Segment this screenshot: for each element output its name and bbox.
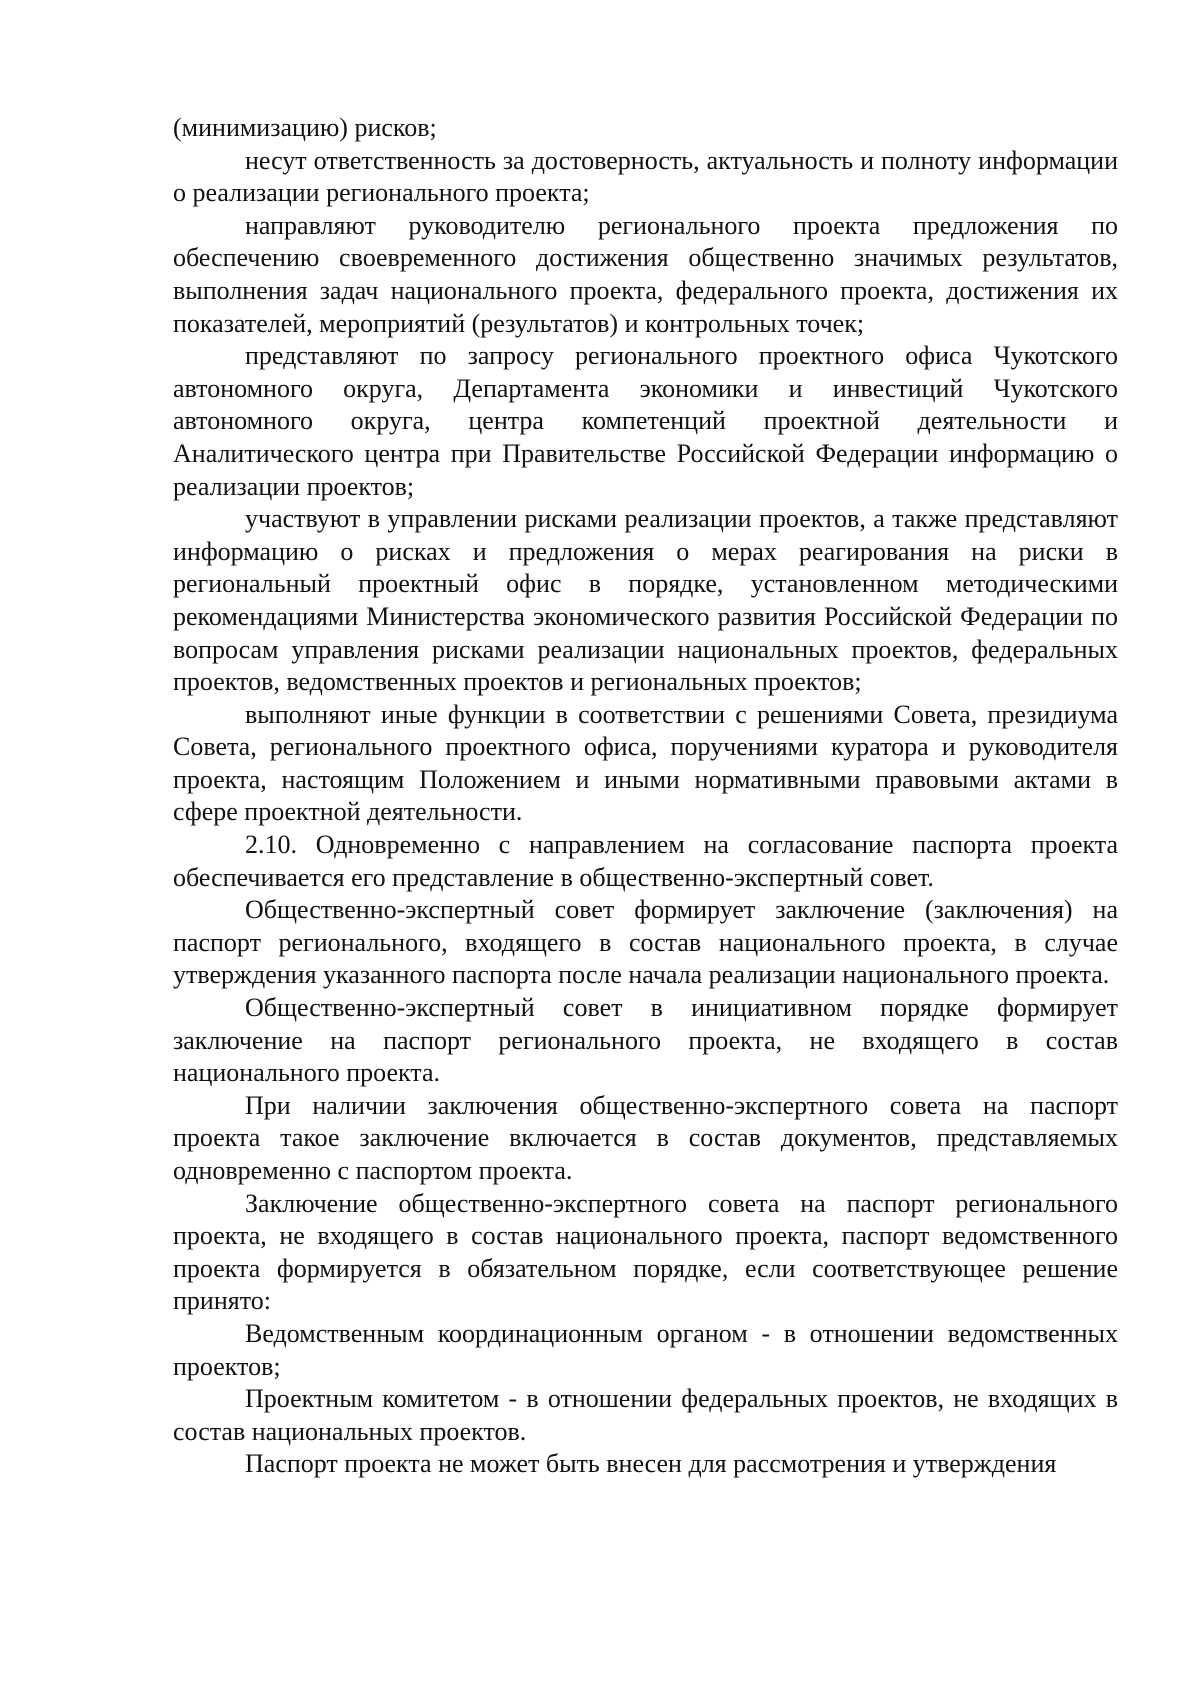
paragraph: Заключение общественно-экспертного совета на паспорт регионального проекта, не входящего в состав национального проекта, паспорт ведомственного проекта формируется в обязательном порядке, если соответствующее решение принято:	[173, 1188, 1118, 1316]
document-body	[173, 112, 1118, 1481]
paragraph: выполняют иные функции в соответствии с решениями Совета, президиума Совета, регионального проектного офиса, поручениями куратора и руководителя проекта, настоящим Положением и иными нормативными правовыми актами в сфере проектной деятельности.	[173, 699, 1118, 827]
paragraph: Проектным комитетом - в отношении федеральных проектов, не входящих в состав национальных проектов.	[173, 1384, 1118, 1446]
paragraph: (минимизацию) рисков;	[173, 113, 437, 142]
paragraph: При наличии заключения общественно-экспертного совета на паспорт проекта такое заключение включается в состав документов, представляемых одновременно с паспортом проекта.	[173, 1090, 1118, 1185]
paragraph: несут ответственность за достоверность, актуальность и полноту информации о реализации регионального проекта;	[173, 145, 1118, 208]
paragraph: Паспорт проекта не может быть внесен для рассмотрения и утверждения	[245, 1449, 1057, 1479]
paragraph: 2.10. Одновременно с направлением на согласование паспорта проекта обеспечивается его представление в общественно-экспертный совет.	[173, 830, 1118, 892]
paragraph: Общественно-экспертный совет в инициативном порядке формирует заключение на паспорт регионального проекта, не входящего в состав национального проекта.	[173, 993, 1118, 1088]
paragraph: Ведомственным координационным органом - в отношении ведомственных проектов;	[173, 1318, 1118, 1381]
paragraph: направляют руководителю регионального проекта предложения по обеспечению своевременного достижения общественно значимых результатов, выполнения задач национального проекта, федерального проекта, достижения их показателей, мероприятий (результатов) и контрольных точек;	[173, 210, 1118, 338]
paragraph: Общественно-экспертный совет формирует заключение (заключения) на паспорт регионального, входящего в состав национального проекта, в случае утверждения указанного паспорта после начала реализации национального проекта.	[173, 895, 1118, 990]
paragraph: участвуют в управлении рисками реализации проектов, а также представляют информацию о рисках и предложения о мерах реагирования на риски в региональный проектный офис в порядке, установленном методическими рекомендациями Министерства экономического развития Российской Федерации по вопросам управления рисками реализации национальных проектов, федеральных проектов, ведомственных проектов и региональных проектов;	[173, 504, 1118, 697]
paragraph: представляют по запросу регионального проектного офиса Чукотского автономного округа, Департамента экономики и инвестиций Чукотского автономного округа, центра компетенций проектной деятельности и Аналитического центра при Правительстве Российской Федерации информацию о реализации проектов;	[173, 341, 1118, 501]
